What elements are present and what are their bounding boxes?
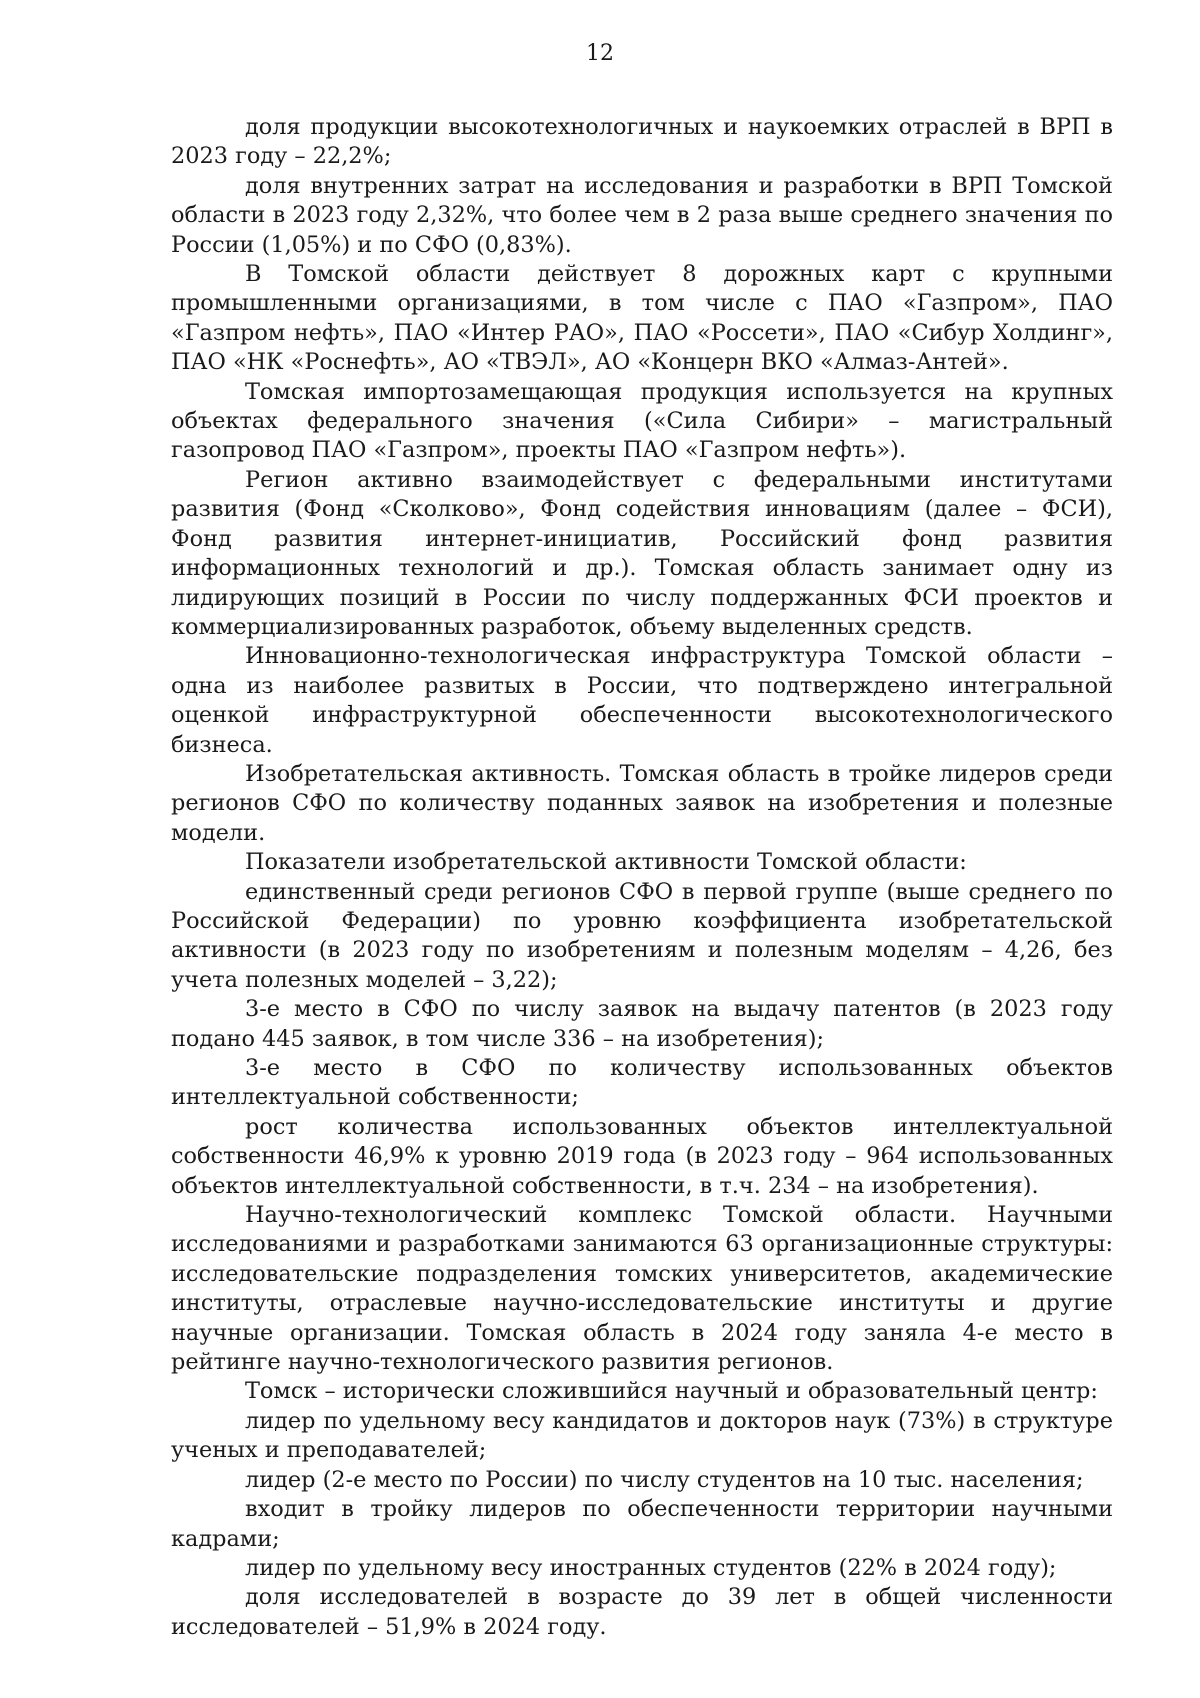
paragraph: Томская импортозамещающая продукция используется на крупных объектах федерального значения («Сила Сибири» – магистральный газопровод ПАО «Газпром», проекты ПАО «Газпром нефть»).: [171, 378, 1113, 464]
paragraph: входит в тройку лидеров по обеспеченности территории научными кадрами;: [171, 1496, 1113, 1552]
paragraph: доля продукции высокотехнологичных и наукоемких отраслей в ВРП в 2023 году – 22,2%;: [171, 114, 1113, 170]
paragraph: Регион активно взаимодействует с федеральными институтами развития (Фонд «Сколково», Фонд содействия инновациям (далее – ФСИ), Фонд развития интернет-инициатив, Российский фонд развития информационных технологий и др.). Томская область занимает одну из лидирующих позиций в России по числу поддержанных ФСИ проектов и коммерциализированных разработок, объему выделенных средств.: [171, 466, 1113, 640]
paragraph: Научно-технологический комплекс Томской области. Научными исследованиями и разработками занимаются 63 организационные структуры: исследовательские подразделения томских университетов, академические институты, отраслевые научно-исследовательские институты и другие научные организации. Томская область в 2024 году заняла 4-е место в рейтинге научно-технологического развития регионов.: [171, 1202, 1113, 1376]
paragraph: доля внутренних затрат на исследования и разработки в ВРП Томской области в 2023 году 2,32%, что более чем в 2 раза выше среднего значения по России (1,05%) и по СФО (0,83%).: [171, 172, 1113, 258]
paragraph: В Томской области действует 8 дорожных карт с крупными промышленными организациями, в том числе с ПАО «Газпром», ПАО «Газпром нефть», ПАО «Интер РАО», ПАО «Россети», ПАО «Сибур Холдинг», ПАО «НК «Роснефть», АО «ТВЭЛ», АО «Концерн ВКО «Алмаз-Антей».: [171, 261, 1113, 376]
paragraph: Изобретательская активность. Томская область в тройке лидеров среди регионов СФО по количеству поданных заявок на изобретения и полезные модели.: [171, 760, 1113, 846]
paragraph: единственный среди регионов СФО в первой группе (выше среднего по Российской Федерации) по уровню коэффициента изобретательской активности (в 2023 году по изобретениям и полезным моделям – 4,26, без учета полезных моделей – 3,22);: [171, 878, 1113, 993]
paragraph: лидер по удельному весу кандидатов и докторов наук (73%) в структуре ученых и преподавателей;: [171, 1407, 1113, 1464]
paragraph: 3-е место в СФО по числу заявок на выдачу патентов (в 2023 году подано 445 заявок, в том числе 336 – на изобретения);: [171, 996, 1113, 1052]
paragraph: Инновационно-технологическая инфраструктура Томской области – одна из наиболее развитых в России, что подтверждено интегральной оценкой инфраструктурной обеспеченности высокотехнологического бизнеса.: [171, 643, 1113, 758]
paragraph: рост количества использованных объектов интеллектуальной собственности 46,9% к уровню 2019 года (в 2023 году – 964 использованных объектов интеллектуальной собственности, в т.ч. 234 – на изобретения).: [171, 1113, 1113, 1199]
paragraph: доля исследователей в возрасте до 39 лет в общей численности исследователей – 51,9% в 2024 году.: [171, 1584, 1113, 1640]
paragraph: Томск – исторически сложившийся научный и образовательный центр:: [245, 1378, 1098, 1405]
paragraph: лидер по удельному весу иностранных студентов (22% в 2024 году);: [245, 1554, 1057, 1581]
paragraph: 3-е место в СФО по количеству использованных объектов интеллектуальной собственности;: [171, 1055, 1113, 1111]
paragraph: лидер (2-е место по России) по числу студентов на 10 тыс. населения;: [245, 1466, 1084, 1493]
page-number: 12: [586, 41, 614, 66]
document-body: [171, 113, 1113, 1642]
paragraph: Показатели изобретательской активности Томской области:: [245, 849, 967, 876]
